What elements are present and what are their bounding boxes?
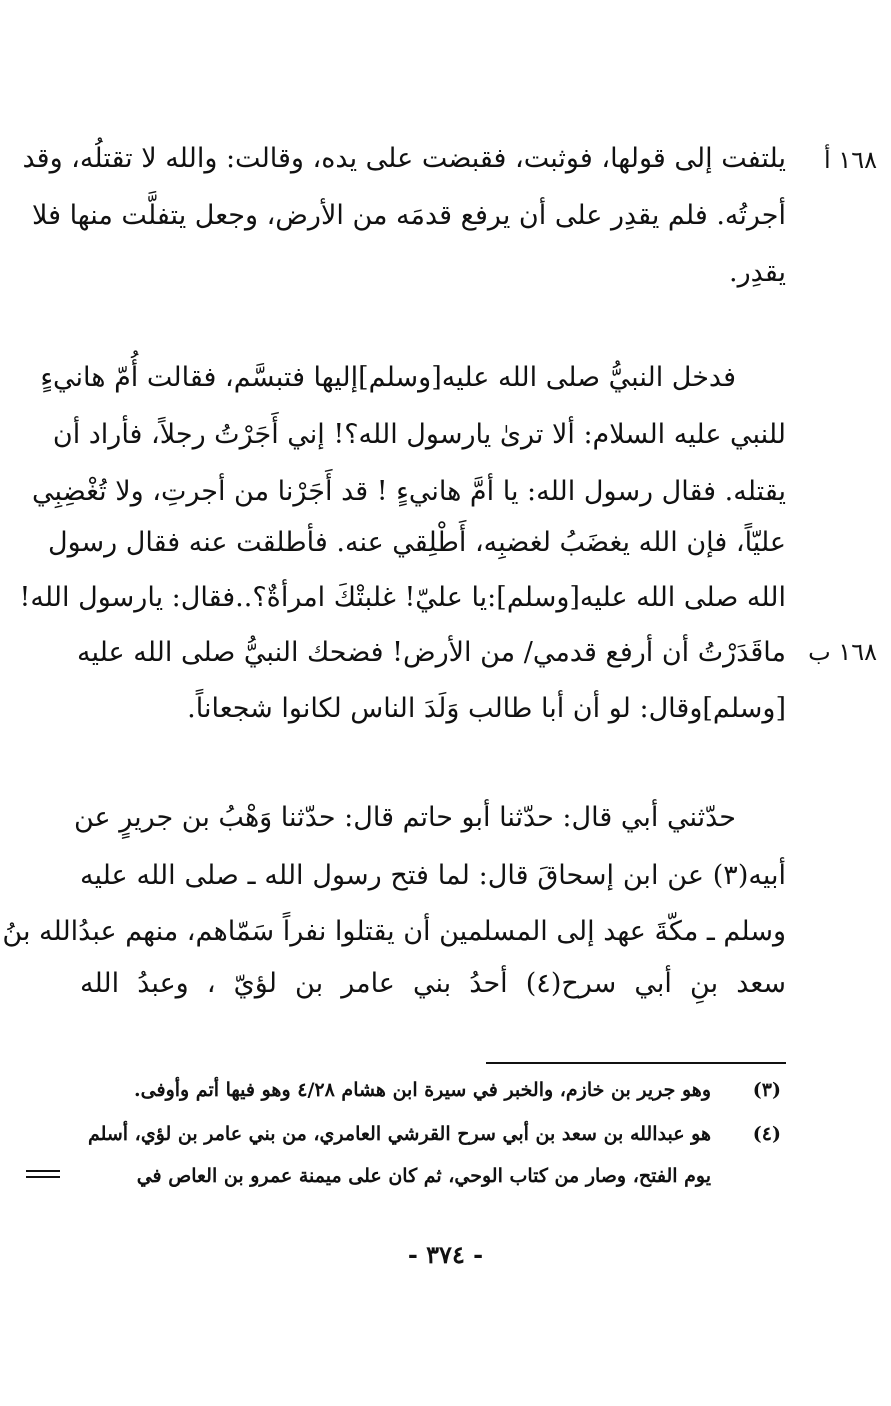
text-line: وسلم ـ مكّةَ عهد إلى المسلمين أن يقتلوا نفراً سَمّاهم، منهم عبدُالله بنُ (2, 916, 786, 947)
text-line: يقدِر. (729, 257, 786, 288)
footnote-text: هو عبدالله بن سعد بن أبي سرح القرشي العامري، من بني عامر بن لؤي، أسلم (87, 1123, 711, 1145)
footnote-number: (٣) (752, 1079, 781, 1101)
text-line: يلتفت إلى قولها، فوثبت، فقبضت على يده، وقالت: والله لا تقتلُه، وقد (22, 143, 786, 174)
continuation-mark (26, 1170, 60, 1180)
text-line: عليّاً، فإن الله يغضَبُ لغضبِه، أَطْلِقي عنه. فأطلقت عنه فقال رسول (47, 527, 786, 558)
footnote-separator (486, 1062, 786, 1064)
text-line: [وسلم]وقال: لو أن أبا طالب وَلَدَ الناس لكانوا شجعاناً. (187, 693, 786, 724)
text-line: للنبي عليه السلام: ألا ترىٰ يارسول الله؟! إني أَجَرْتُ رجلاً، فأراد أن (52, 419, 786, 450)
text-line: فدخل النبيُّ صلى الله عليه[وسلم]إليها فتبسَّم، فقالت أُمّ هانيءٍ (40, 362, 736, 393)
text-line: أجرتُه. فلم يقدِر على أن يرفع قدمَه من الأرض، وجعل يتفلَّت منها فلا (31, 200, 786, 231)
text-line: ماقَدَرْتُ أن أرفع قدمي/ من الأرض! فضحك النبيُّ صلى الله عليه (76, 637, 786, 668)
text-line: الله صلى الله عليه[وسلم]:يا عليّ! غلبتْكَ امرأةٌ؟..فقال: يارسول الله! (19, 582, 786, 613)
text-line: أبيه(٣) عن ابن إسحاقَ قال: لما فتح رسول الله ـ صلى الله عليه (80, 860, 786, 891)
footnote-text: وهو جرير بن خازم، والخبر في سيرة ابن هشام ٤/٢٨ وهو فيها أتم وأوفى. (134, 1079, 711, 1101)
margin-reference-168a: ١٦٨ أ (824, 146, 877, 174)
margin-reference-168b: ١٦٨ ب (808, 638, 877, 666)
text-line: حدّثني أبي قال: حدّثنا أبو حاتم قال: حدّثنا وَهْبُ بن جريرٍ عن (73, 802, 736, 833)
footnote-number: (٤) (752, 1123, 781, 1145)
footnote-text: يوم الفتح، وصار من كتاب الوحي، ثم كان على ميمنة عمرو بن العاص في (136, 1165, 711, 1187)
page-number: - ٣٧٤ - (407, 1240, 484, 1269)
text-line: سعد بنِ أبي سرح(٤) أحدُ بني عامر بن لؤيّ ، وعبدُ الله (80, 968, 787, 999)
text-line: يقتله. فقال رسول الله: يا أمَّ هانيءٍ ! قد أَجَرْنا من أجرتِ، ولا تُغْضِبِي (32, 476, 786, 507)
